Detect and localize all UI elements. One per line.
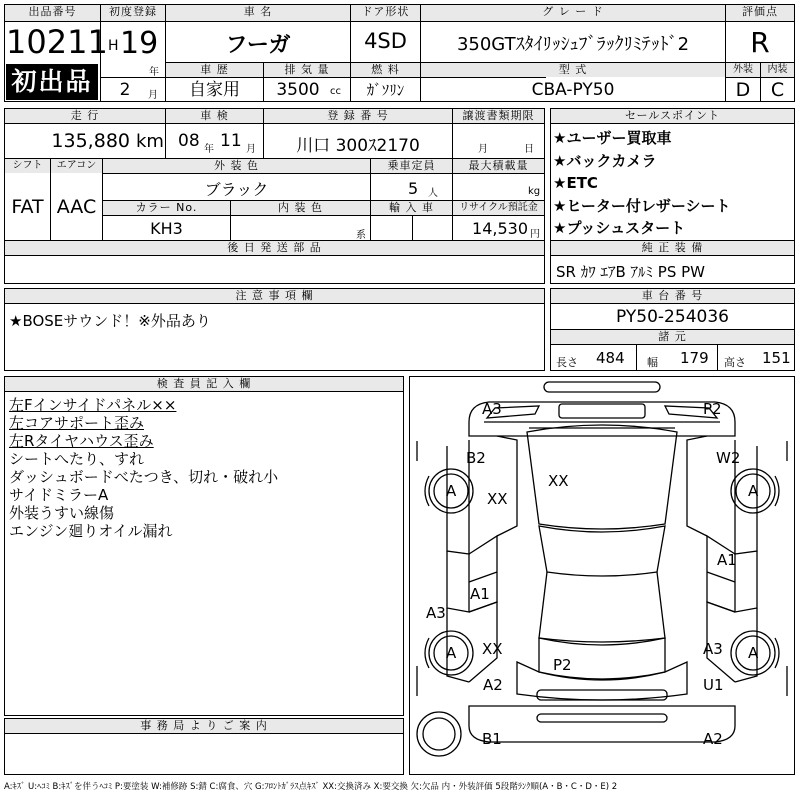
first-listing-badge: 初出品 <box>6 64 98 100</box>
plate-label: 登 録 番 号 <box>264 109 452 123</box>
sales-point: ★ヒーター付レザーシート <box>553 196 731 215</box>
grade-label: グ レ ー ド <box>421 5 725 21</box>
inspector-line: 左コアサポート歪み <box>9 414 145 432</box>
equipment: SR ｶﾜ ｴｱB ｱﾙﾐ PS PW <box>556 263 706 281</box>
grade: 350GTｽﾀｲﾘｯｼｭﾌﾞﾗｯｸﾘﾐﾃｯﾄﾞ2 <box>456 34 690 55</box>
mark-tire-fl: A <box>446 482 457 500</box>
sales-point: ★ユーザー買取車 <box>553 129 672 147</box>
recycle-label: リサイクル預託金 <box>453 201 544 215</box>
mileage-label: 走 行 <box>5 109 165 123</box>
model-label: 型 式 <box>421 63 725 77</box>
inspector-line: 左Fインサイドパネル×× <box>9 396 177 414</box>
capacity: 5 <box>408 179 419 198</box>
equipment-label: 純 正 装 備 <box>551 241 794 255</box>
inspector-line: 左Rタイヤハウス歪み <box>9 432 154 450</box>
door-label: ドア形状 <box>351 5 420 21</box>
displacement-label: 排 気 量 <box>264 63 350 77</box>
interior-score: C <box>770 79 785 101</box>
mark-w2: W2 <box>716 449 741 467</box>
transfer-month-unit: 月 <box>478 144 488 155</box>
model: CBA-PY50 <box>531 80 615 100</box>
sales-label: セールスポイント <box>551 109 794 123</box>
inspector-line: シートへたり、すれ <box>9 450 145 468</box>
later-parts-label: 後 日 発 送 部 品 <box>5 241 544 255</box>
notes-label: 注 意 事 項 欄 <box>5 289 544 303</box>
notes-text: ★BOSEサウンド！※外品あり <box>9 312 211 330</box>
mark-xx-left-front: XX <box>487 490 508 508</box>
sales-point: ★バックカメラ <box>553 151 657 170</box>
mileage: 135,880 <box>51 130 130 152</box>
mark-b2: B2 <box>466 449 486 467</box>
lot-label: 出品番号 <box>5 5 100 21</box>
transfer-label: 譲渡書類期限 <box>453 109 544 123</box>
load-unit: kg <box>528 186 541 197</box>
score: R <box>750 26 770 59</box>
mark-a3-right: A3 <box>703 640 723 658</box>
mark-a3-left: A3 <box>426 604 446 622</box>
mark-tire-fr: A <box>748 482 759 500</box>
score-label: 評価点 <box>726 5 794 21</box>
inspection-label: 車 検 <box>166 109 263 123</box>
int-color-label: 内 装 色 <box>231 201 370 215</box>
shift-label: シフト <box>5 159 50 173</box>
era: H <box>108 38 119 54</box>
mark-tire-rr: A <box>748 644 759 662</box>
width-label: 幅 <box>647 356 658 369</box>
sales-point: ★ETC <box>553 174 598 192</box>
office-label: 事 務 局 よ り ご 案 内 <box>5 719 403 733</box>
car-name: フーガ <box>225 33 291 58</box>
inspection-month-unit: 月 <box>246 144 256 155</box>
inspection-month: 11 <box>220 131 242 151</box>
mileage-unit: km <box>136 131 164 152</box>
chassis-number: PY50-254036 <box>616 307 729 327</box>
shift: FAT <box>11 196 44 218</box>
car-name-label: 車 名 <box>166 5 350 21</box>
exterior-score: D <box>735 79 751 101</box>
mark-xx-left-rear: XX <box>482 640 503 658</box>
mark-a2-left: A2 <box>483 676 503 694</box>
inspector-label: 検 査 員 記 入 欄 <box>5 377 403 391</box>
mark-u1-right: U1 <box>703 676 724 694</box>
width: 179 <box>680 349 709 367</box>
specs-label: 諸 元 <box>551 330 794 344</box>
inspection-year-unit: 年 <box>204 144 214 155</box>
import-label: 輸 入 車 <box>371 201 452 215</box>
ext-color: ブラック <box>204 180 269 199</box>
history-label: 車 歴 <box>166 63 263 77</box>
mark-a3-top: A3 <box>482 400 502 418</box>
height-label: 高さ <box>724 356 746 369</box>
ac: AAC <box>56 196 97 218</box>
mark-tire-rl: A <box>446 644 457 662</box>
mark-xx-hood: XX <box>548 472 569 490</box>
mark-a1-right: A1 <box>717 551 737 569</box>
first-reg-label: 初度登録 <box>101 5 165 21</box>
year-value: 19 <box>120 26 159 61</box>
color-no: KH3 <box>150 219 183 238</box>
recycle-unit: 円 <box>530 229 540 240</box>
mark-p2-top: P2 <box>703 400 722 418</box>
mark-b1-bottom: B1 <box>482 730 502 748</box>
sales-point: ★プッシュスタート <box>553 219 686 237</box>
legend: A:ｷｽﾞ U:ﾍｺﾐ B:ｷｽﾞを伴うﾍｺﾐ P:要塗装 W:補修跡 S:錆 C:腐食、穴 G:ﾌﾛﾝﾄｶﾞﾗｽ点ｷｽﾞ XX:交換済み X:要交換 欠:欠品 内・外装評価 5段階ﾗﾝｸ順(A・B・C・D・E) 2 <box>4 782 618 792</box>
mark-p2-bottom: P2 <box>553 656 572 674</box>
fuel: ｶﾞｿﾘﾝ <box>366 81 405 99</box>
history: 自家用 <box>189 80 240 100</box>
exterior-label: 外装 <box>726 63 760 77</box>
inspector-line: 外装うすい線傷 <box>9 504 115 522</box>
inspection-year: 08 <box>178 131 200 151</box>
inspector-notes <box>9 396 278 540</box>
load-label: 最大積載量 <box>453 159 544 173</box>
interior-label: 内装 <box>761 63 794 77</box>
displacement: 3500 <box>276 80 320 100</box>
month-value: 2 <box>119 80 131 100</box>
length: 484 <box>596 349 625 367</box>
mark-a1-left: A1 <box>470 585 490 603</box>
recycle-fee: 14,530 <box>472 219 528 238</box>
door-type: 4SD <box>364 29 407 53</box>
lot-number: 10211 <box>6 23 108 61</box>
chassis-label: 車 台 番 号 <box>551 289 794 303</box>
length-label: 長さ <box>556 356 578 369</box>
inspector-line: ダッシュボードべたつき、切れ・破れ小 <box>9 468 279 486</box>
inspector-line: サイドミラーA <box>9 486 109 504</box>
transfer-day-unit: 日 <box>524 144 534 155</box>
inspector-line: エンジン廻りオイル漏れ <box>9 522 173 540</box>
capacity-label: 乗車定員 <box>371 159 452 173</box>
mark-a2-bottom: A2 <box>703 730 723 748</box>
car-diagram <box>409 376 795 775</box>
ext-color-label: 外 装 色 <box>103 159 370 173</box>
int-color-unit: 系 <box>356 230 366 241</box>
fuel-label: 燃 料 <box>351 63 420 77</box>
ac-label: エアコン <box>51 159 102 173</box>
year-unit: 年 <box>149 67 159 78</box>
month-unit: 月 <box>148 90 158 101</box>
capacity-unit: 人 <box>428 188 438 199</box>
sales-points <box>553 127 731 240</box>
color-no-label: カラー No. <box>103 201 230 215</box>
displacement-unit: cc <box>330 86 341 97</box>
height: 151 <box>762 349 791 367</box>
plate-number: 川口 300ｽ2170 <box>296 136 420 156</box>
